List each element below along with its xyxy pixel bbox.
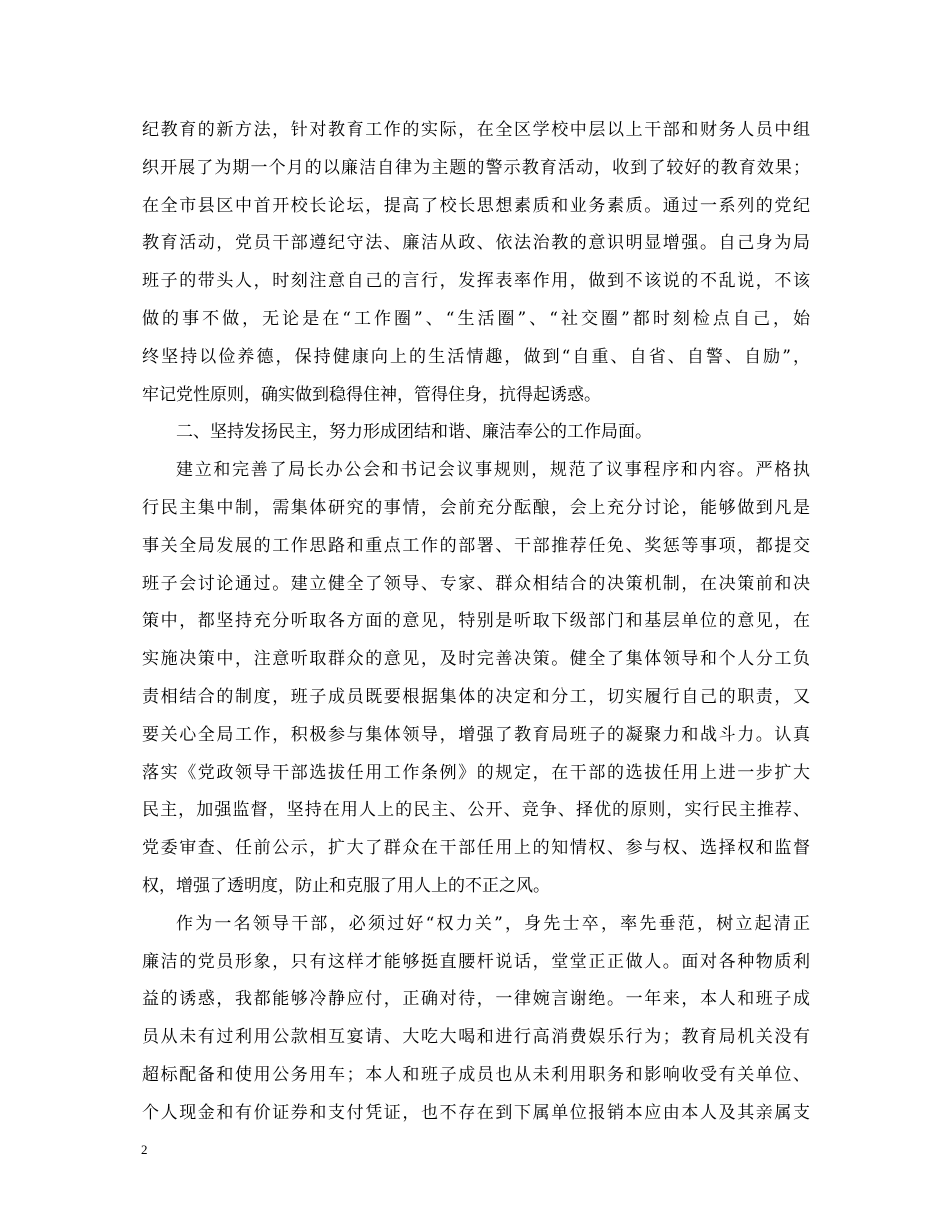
body-text [142,112,810,1133]
paragraph [142,452,810,906]
text-line: 员从未有过利用公款相互宴请、大吃大喝和进行高消费娱乐行为；教育局机关没有 [142,1027,810,1048]
paragraph [142,414,810,452]
text-line: 事关全局发展的工作思路和重点工作的部署、干部推荐任免、奖惩等事项，都提交 [142,535,810,556]
paragraph [142,906,810,1133]
text-line: 班子会讨论通过。建立健全了领导、专家、群众相结合的决策机制，在决策前和决 [142,573,810,594]
text-line: 织开展了为期一个月的以廉洁自律为主题的警示教育活动，收到了较好的教育效果； [142,157,810,178]
text-line: 要关心全局工作，积极参与集体领导，增强了教育局班子的凝聚力和战斗力。认真 [142,724,810,745]
text-line: 策中，都坚持充分听取各方面的意见，特别是听取下级部门和基层单位的意见，在 [142,611,810,632]
text-line: 班子的带头人，时刻注意自己的言行，发挥表率作用，做到不该说的不乱说，不该 [142,271,810,292]
page-number: 2 [141,1142,148,1157]
text-line: 落实《党政领导干部选拔任用工作条例》的规定，在干部的选拔任用上进一步扩大 [142,762,810,783]
text-line: 做的事不做，无论是在“工作圈”、“生活圈”、“社交圈”都时刻检点自己，始 [142,308,810,329]
text-line: 教育活动，党员干部遵纪守法、廉洁从政、依法治教的意识明显增强。自己身为局 [142,233,810,254]
text-line: 建立和完善了局长办公会和书记会议事规则，规范了议事程序和内容。严格执 [176,460,810,481]
text-line: 终坚持以俭养德，保持健康向上的生活情趣，做到“自重、自省、自警、自励”， [142,346,810,367]
text-line: 在全市县区中首开校长论坛，提高了校长思想素质和业务素质。通过一系列的党纪 [142,195,810,216]
text-line: 作为一名领导干部，必须过好“权力关”，身先士卒，率先垂范，树立起清正 [176,913,810,934]
text-line: 行民主集中制，需集体研究的事情，会前充分酝酿，会上充分讨论，能够做到凡是 [142,497,810,518]
text-line: 纪教育的新方法，针对教育工作的实际，在全区学校中层以上干部和财务人员中组 [142,120,810,140]
text-line: 实施决策中，注意听取群众的意见，及时完善决策。健全了集体领导和个人分工负 [142,649,810,670]
text-line: 民主，加强监督，坚持在用人上的民主、公开、竞争、择优的原则，实行民主推荐、 [142,800,810,821]
text-line: 个人现金和有价证券和支付凭证，也不存在到下属单位报销本应由本人及其亲属支 [142,1102,810,1123]
text-line: 权，增强了透明度，防止和克服了用人上的不正之风。 [142,875,550,896]
paragraph [142,112,810,414]
text-line: 益的诱惑，我都能够冷静应付，正确对待，一律婉言谢绝。一年来，本人和班子成 [142,989,810,1010]
text-line: 二、坚持发扬民主，努力形成团结和谐、廉洁奉公的工作局面。 [176,422,652,443]
text-line: 超标配备和使用公务用车；本人和班子成员也从未利用职务和影响收受有关单位、 [142,1064,810,1085]
text-line: 牢记党性原则，确实做到稳得住神，管得住身，抗得起诱惑。 [142,384,601,405]
text-line: 党委审查、任前公示，扩大了群众在干部任用上的知情权、参与权、选择权和监督 [142,838,810,859]
text-line: 廉洁的党员形象，只有这样才能够挺直腰杆说话，堂堂正正做人。面对各种物质利 [142,951,810,972]
text-line: 责相结合的制度，班子成员既要根据集体的决定和分工，切实履行自己的职责，又 [142,686,810,707]
